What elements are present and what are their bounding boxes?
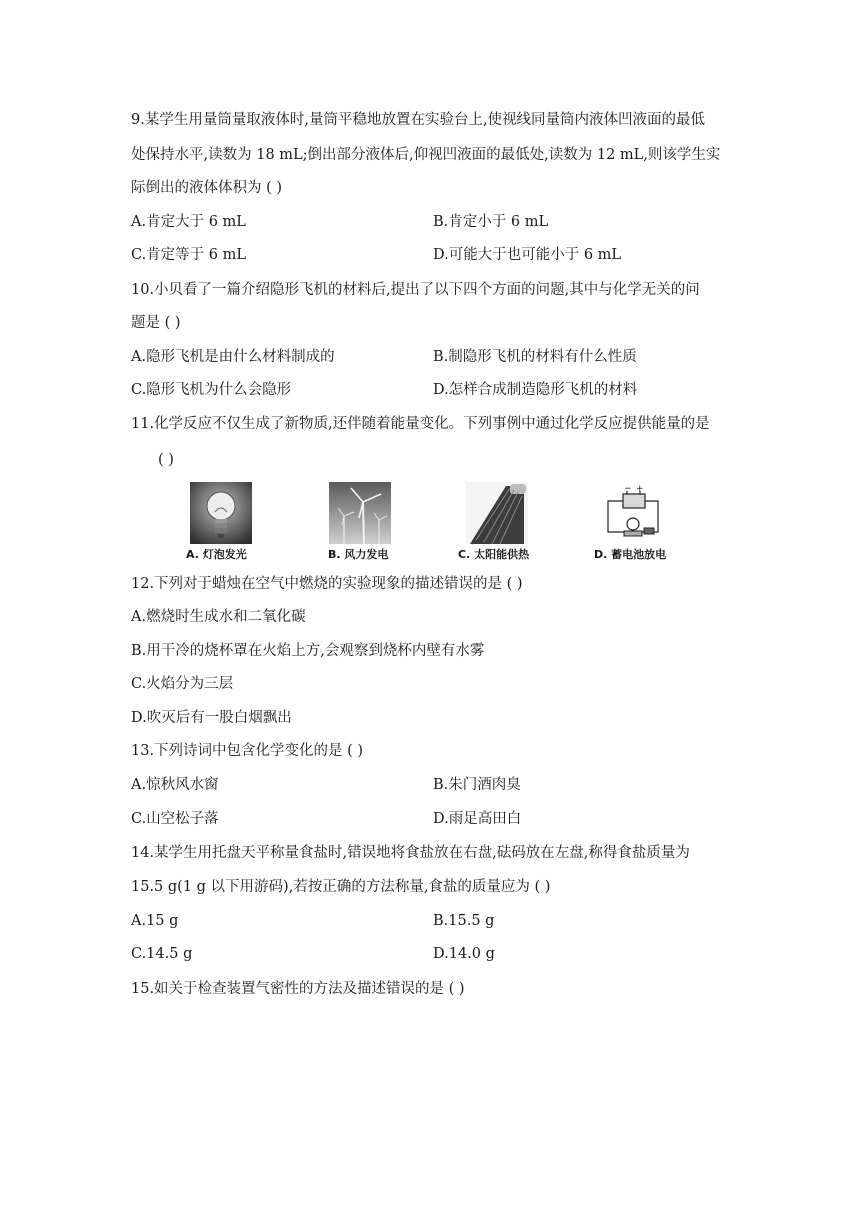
q11-figure-b-caption: B. 风力发电 <box>328 548 389 561</box>
q10-option-a: A.隐形飞机是由什么材料制成的 <box>131 349 335 365</box>
q9-option-a: A.肯定大于 6 mL <box>131 214 246 230</box>
q10-option-c: C.隐形飞机为什么会隐形 <box>131 382 292 398</box>
q14-stem-line-1: 14.某学生用托盘天平称量食盐时,错误地将食盐放在右盘,砝码放在左盘,称得食盐质量为 <box>131 845 690 861</box>
wind-turbine-icon <box>329 482 391 544</box>
q13-option-c: C.山空松子落 <box>131 811 219 827</box>
battery-circuit-icon <box>602 482 664 544</box>
q12-option-c: C.火焰分为三层 <box>131 676 234 692</box>
q13-option-b: B.朱门酒肉臭 <box>433 777 521 793</box>
q9-stem-line-2: 处保持水平,读数为 18 mL;倒出部分液体后,仰视凹液面的最低处,读数为 12 mL,则该学生实 <box>131 147 721 163</box>
q12-option-a: A.燃烧时生成水和二氧化碳 <box>131 609 306 625</box>
q12-option-b: B.用干冷的烧杯罩在火焰上方,会观察到烧杯内壁有水雾 <box>131 643 485 659</box>
solar-heater-icon <box>466 482 528 544</box>
svg-text:+: + <box>636 484 644 494</box>
q10-option-d: D.怎样合成制造隐形飞机的材料 <box>433 382 638 398</box>
q9-option-c: C.肯定等于 6 mL <box>131 247 247 263</box>
q13-option-d: D.雨足高田白 <box>433 811 522 827</box>
q11-figure-a-caption: A. 灯泡发光 <box>186 548 247 561</box>
q9-option-b: B.肯定小于 6 mL <box>433 214 549 230</box>
q14-option-a: A.15 g <box>131 913 179 929</box>
q13-option-a: A.惊秋风水窗 <box>131 777 219 793</box>
q11-stem-line-1: 11.化学反应不仅生成了新物质,还伴随着能量变化。下列事例中通过化学反应提供能量的是 <box>131 416 710 432</box>
q12-option-d: D.吹灭后有一股白烟飘出 <box>131 710 292 726</box>
q9-option-d: D.可能大于也可能小于 6 mL <box>433 247 622 263</box>
q11-figure-d-caption: D. 蓄电池放电 <box>594 548 667 561</box>
svg-text:−: − <box>624 484 632 494</box>
q14-option-b: B.15.5 g <box>433 913 495 929</box>
q15-stem-line-1: 15.如关于检查装置气密性的方法及描述错误的是 ( ) <box>131 981 465 997</box>
q9-stem-line-3: 际倒出的液体体积为 ( ) <box>131 180 283 196</box>
q14-stem-line-2: 15.5 g(1 g 以下用游码),若按正确的方法称量,食盐的质量应为 ( ) <box>131 879 551 895</box>
q10-stem-line-1: 10.小贝看了一篇介绍隐形飞机的材料后,提出了以下四个方面的问题,其中与化学无关的问 <box>131 282 700 298</box>
q10-option-b: B.制隐形飞机的材料有什么性质 <box>433 349 637 365</box>
q9-stem-line-1: 9.某学生用量筒量取液体时,量筒平稳地放置在实验台上,使视线同量筒内液体凹液面的最低 <box>131 112 706 128</box>
q13-stem-line-1: 13.下列诗词中包含化学变化的是 ( ) <box>131 743 364 759</box>
q14-option-d: D.14.0 g <box>433 946 495 962</box>
q11-figure-c-caption: C. 太阳能供热 <box>458 548 530 561</box>
q10-stem-line-2: 题是 ( ) <box>131 315 181 331</box>
q14-option-c: C.14.5 g <box>131 946 193 962</box>
light-bulb-icon <box>190 482 252 544</box>
q11-stem-line-2: ( ) <box>158 452 174 468</box>
q12-stem-line-1: 12.下列对于蜡烛在空气中燃烧的实验现象的描述错误的是 ( ) <box>131 576 523 592</box>
